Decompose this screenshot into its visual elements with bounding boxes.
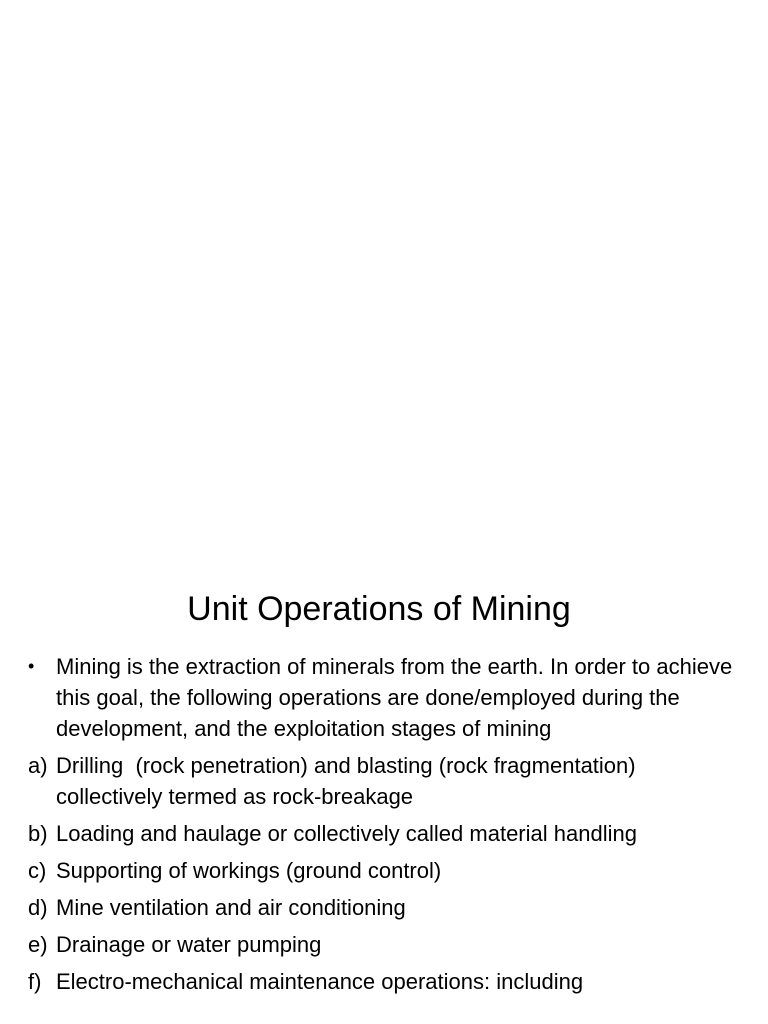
list-item-a <box>28 750 740 812</box>
list-marker: c) <box>28 858 47 883</box>
list-marker: d) <box>28 895 48 920</box>
intro-bullet <box>28 651 740 744</box>
list-marker: e) <box>28 932 48 957</box>
list-item-f <box>28 966 740 997</box>
list-marker: b) <box>28 821 48 846</box>
list-item-text: Drainage or water pumping <box>56 932 322 957</box>
list-item-text: Mine ventilation and air conditioning <box>56 895 406 920</box>
list-item-text: Electro-mechanical maintenance operations: including <box>56 969 584 994</box>
intro-text: Mining is the extraction of minerals from the earth. In order to achieve this goal, the following operations are done/employed during the development, and the exploitation stages of mining <box>56 654 733 741</box>
list-item-e <box>28 929 740 960</box>
list-item-text: Supporting of workings (ground control) <box>56 858 442 883</box>
list-item-text: Drilling (rock penetration) and blasting (rock fragmentation) collectively termed as rock-breakage <box>56 753 642 809</box>
list-marker: a) <box>28 753 48 778</box>
list-item-c <box>28 855 740 886</box>
list-item-b <box>28 818 740 849</box>
slide-title: Unit Operations of Mining <box>187 590 571 628</box>
list-marker: f) <box>28 969 42 994</box>
list-item-text: Loading and haulage or collectively called material handling <box>56 821 637 846</box>
list-item-d <box>28 892 740 923</box>
bullet-marker: • <box>28 656 35 676</box>
slide-body <box>28 651 740 1003</box>
